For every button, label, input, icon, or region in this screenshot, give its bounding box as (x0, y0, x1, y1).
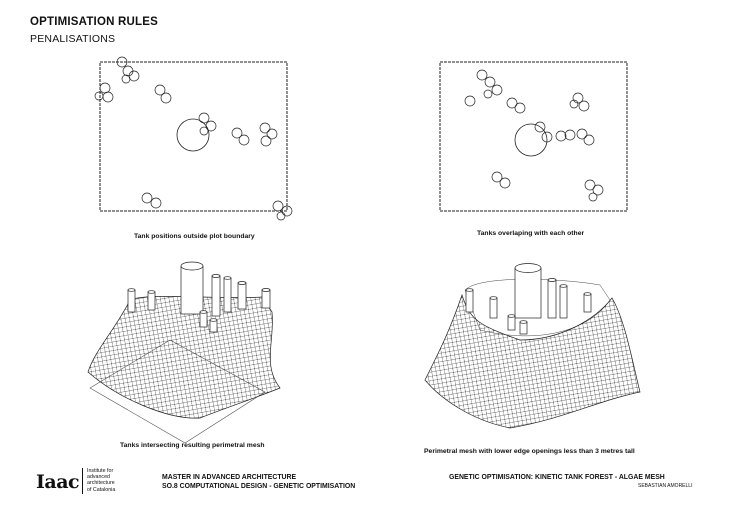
tank-cluster (465, 70, 603, 201)
perimetral-mesh (88, 296, 280, 418)
author-name: SEBASTIAN AMORELLI (638, 483, 693, 489)
plot-boundary (440, 62, 627, 211)
page-subtitle: PENALISATIONS (30, 33, 116, 45)
central-tank (515, 124, 547, 156)
tank-cluster (95, 57, 292, 220)
central-tank (177, 119, 209, 151)
ground-plane (90, 340, 265, 443)
caption-intersecting: Tanks intersecting resulting perimetral mesh (120, 442, 265, 449)
caption-openings: Perimetral mesh with lower edge openings less than 3 metres tall (424, 448, 635, 455)
tank-cylinders (466, 264, 591, 335)
project-title: GENETIC OPTIMISATION: KINETIC TANK FOREST - ALGAE MESH (449, 474, 665, 481)
logo-divider (82, 468, 83, 494)
caption-overlapping: Tanks overlaping with each other (477, 230, 585, 237)
page-title: OPTIMISATION RULES (30, 16, 158, 28)
plot-boundary (100, 62, 287, 211)
institute-name: Institute for advanced architecture of Catalonia (87, 468, 116, 493)
perimetral-mesh-inner (465, 279, 610, 336)
perimetral-mesh (425, 295, 640, 428)
iaac-logo: Iaac (36, 471, 80, 493)
caption-outside-boundary: Tank positions outside plot boundary (134, 233, 255, 240)
tank-cylinders (128, 262, 270, 332)
course-title: MASTER IN ADVANCED ARCHITECTURE SO.8 COMPUTATIONAL DESIGN - GENETIC OPTIMISATION (162, 474, 356, 490)
